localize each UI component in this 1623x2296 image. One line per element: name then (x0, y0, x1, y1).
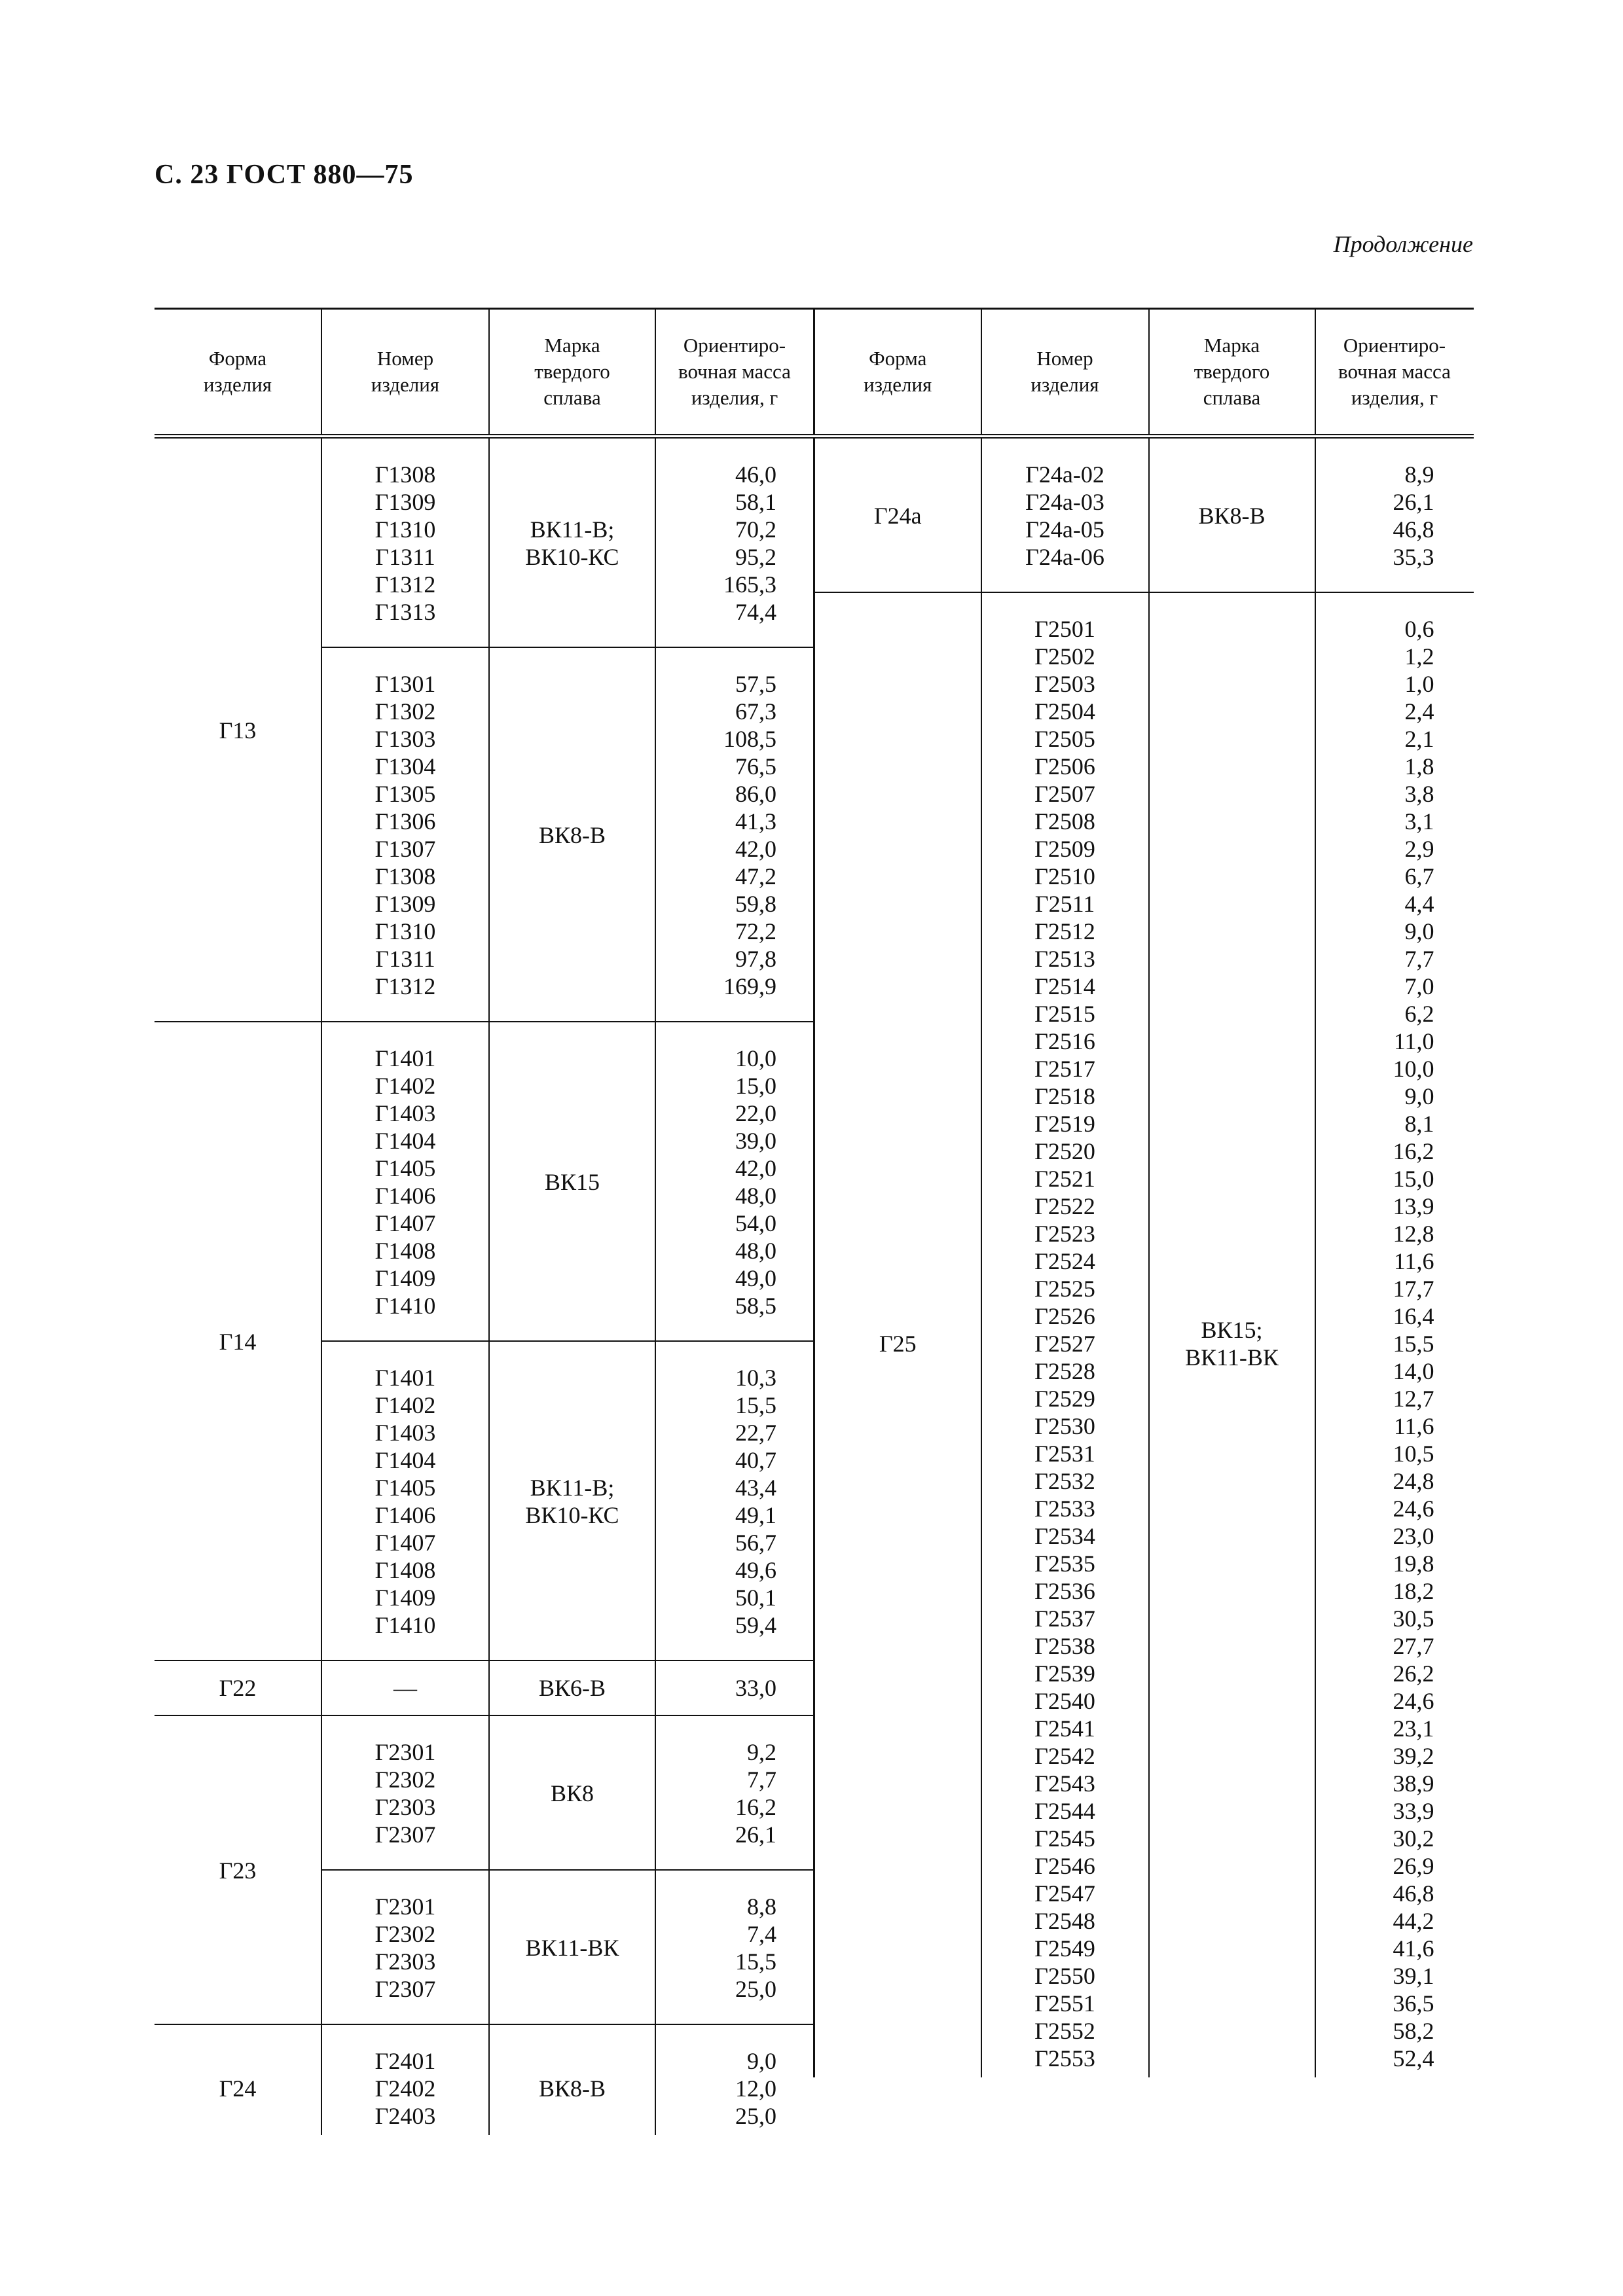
form-cell: Г14 (155, 1022, 321, 1660)
form-cell: Г13 (219, 717, 257, 744)
number-cell: — (321, 1660, 489, 1715)
mass-cell: 46,0 58,1 70,2 95,2 165,3 74,4 (655, 437, 813, 648)
col-header-form: Форма изделия (155, 309, 321, 437)
table-row (814, 437, 1474, 593)
table-row (155, 2024, 813, 2135)
continuation-label: Продолжение (1333, 231, 1473, 257)
alloy-cell: ВК11-ВК (489, 1870, 655, 2024)
mass-cell: 9,2 7,7 16,2 26,1 (655, 1715, 813, 1870)
number-cell: Г1301 Г1302 Г1303 Г1304 Г1305 Г1306 Г1307 Г1308 Г1309 Г1310 Г1311 Г1312 (321, 647, 489, 1022)
form-cell: Г24 (155, 2024, 321, 2135)
col-header-alloy: Марка твердого сплава (1149, 309, 1315, 437)
number-cell: Г1308 Г1309 Г1310 Г1311 Г1312 Г1313 (321, 437, 489, 648)
alloy-cell: ВК8 (489, 1715, 655, 1870)
table-row (155, 1022, 813, 1341)
form-cell: Г23 (155, 1715, 321, 2024)
number-cell: Г1401 Г1402 Г1403 Г1404 Г1405 Г1406 Г1407 Г1408 Г1409 Г1410 (321, 1341, 489, 1660)
mass-cell: 57,5 67,3 108,5 76,5 86,0 41,3 42,0 47,2 59,8 72,2 97,8 169,9 (655, 647, 813, 1022)
col-header-mass: Ориентиро- вочная масса изделия, г (655, 309, 813, 437)
number-cell: Г24а-02 Г24а-03 Г24а-05 Г24а-06 (981, 437, 1149, 593)
alloy-cell: ВК11-В; ВК10-КС (489, 1341, 655, 1660)
col-header-alloy: Марка твердого сплава (489, 309, 655, 437)
alloy-cell: ВК15; ВК11-ВК (1149, 592, 1315, 2077)
alloy-cell: ВК15 (489, 1022, 655, 1341)
number-cell: Г2301 Г2302 Г2303 Г2307 (321, 1715, 489, 1870)
alloy-cell: ВК6-В (489, 1660, 655, 1715)
mass-cell: 8,8 7,4 15,5 25,0 (655, 1870, 813, 2024)
product-table-left (155, 308, 813, 2135)
mass-cell: 9,0 12,0 25,0 (655, 2024, 813, 2135)
table-row (814, 592, 1474, 2077)
alloy-cell: ВК8-В (489, 647, 655, 1022)
form-cell: Г22 (155, 1660, 321, 1715)
product-table-right (813, 308, 1474, 2077)
alloy-cell: ВК8-В (1149, 437, 1315, 593)
mass-cell: 8,9 26,1 46,8 35,3 (1315, 437, 1474, 593)
table-row (155, 1715, 813, 1870)
table-row (155, 1660, 813, 1715)
form-cell: Г24а (873, 503, 922, 529)
col-header-mass: Ориентиро- вочная масса изделия, г (1315, 309, 1474, 437)
mass-cell: 10,3 15,5 22,7 40,7 43,4 49,1 56,7 49,6 50,1 59,4 (655, 1341, 813, 1660)
alloy-cell: ВК8-В (489, 2024, 655, 2135)
number-cell: Г2501 Г2502 Г2503 Г2504 Г2505 Г2506 Г2507 Г2508 Г2509 Г2510 Г2511 Г2512 Г2513 Г2514 Г2515 Г2516 Г2517 Г2518 Г2519 Г2520 Г2521 Г2522 Г2523 Г2524 Г2525 Г2526 Г2527 Г2528 Г2529 Г2530 Г2531 Г2532 Г2533 Г2534 Г2535 Г2536 Г2537 Г2538 Г2539 Г2540 Г2541 Г2542 Г2543 Г2544 Г2545 Г2546 Г2547 Г2548 Г2549 Г2550 Г2551 Г2552 Г2553 (981, 592, 1149, 2077)
number-cell: Г2401 Г2402 Г2403 (321, 2024, 489, 2135)
mass-cell: 0,6 1,2 1,0 2,4 2,1 1,8 3,8 3,1 2,9 6,7 4,4 9,0 7,7 7,0 6,2 11,0 10,0 9,0 8,1 16,2 15,0 13,9 12,8 11,6 17,7 16,4 15,5 14,0 12,7 11,6 10,5 24,8 24,6 23,0 19,8 18,2 30,5 27,7 26,2 24,6 23,1 39,2 38,9 33,9 30,2 26,9 46,8 44,2 41,6 39,1 36,5 58,2 52,4 (1315, 592, 1474, 2077)
product-table (155, 308, 1472, 2129)
col-header-form: Форма изделия (814, 309, 981, 437)
col-header-number: Номер изделия (321, 309, 489, 437)
alloy-cell: ВК11-В; ВК10-КС (489, 437, 655, 648)
table-row (155, 437, 813, 648)
number-cell: Г1401 Г1402 Г1403 Г1404 Г1405 Г1406 Г1407 Г1408 Г1409 Г1410 (321, 1022, 489, 1341)
col-header-number: Номер изделия (981, 309, 1149, 437)
page-title: С. 23 ГОСТ 880—75 (155, 160, 414, 190)
number-cell: Г2301 Г2302 Г2303 Г2307 (321, 1870, 489, 2024)
form-cell: Г25 (814, 592, 981, 2077)
mass-cell: 10,0 15,0 22,0 39,0 42,0 48,0 54,0 48,0 49,0 58,5 (655, 1022, 813, 1341)
mass-cell: 33,0 (655, 1660, 813, 1715)
